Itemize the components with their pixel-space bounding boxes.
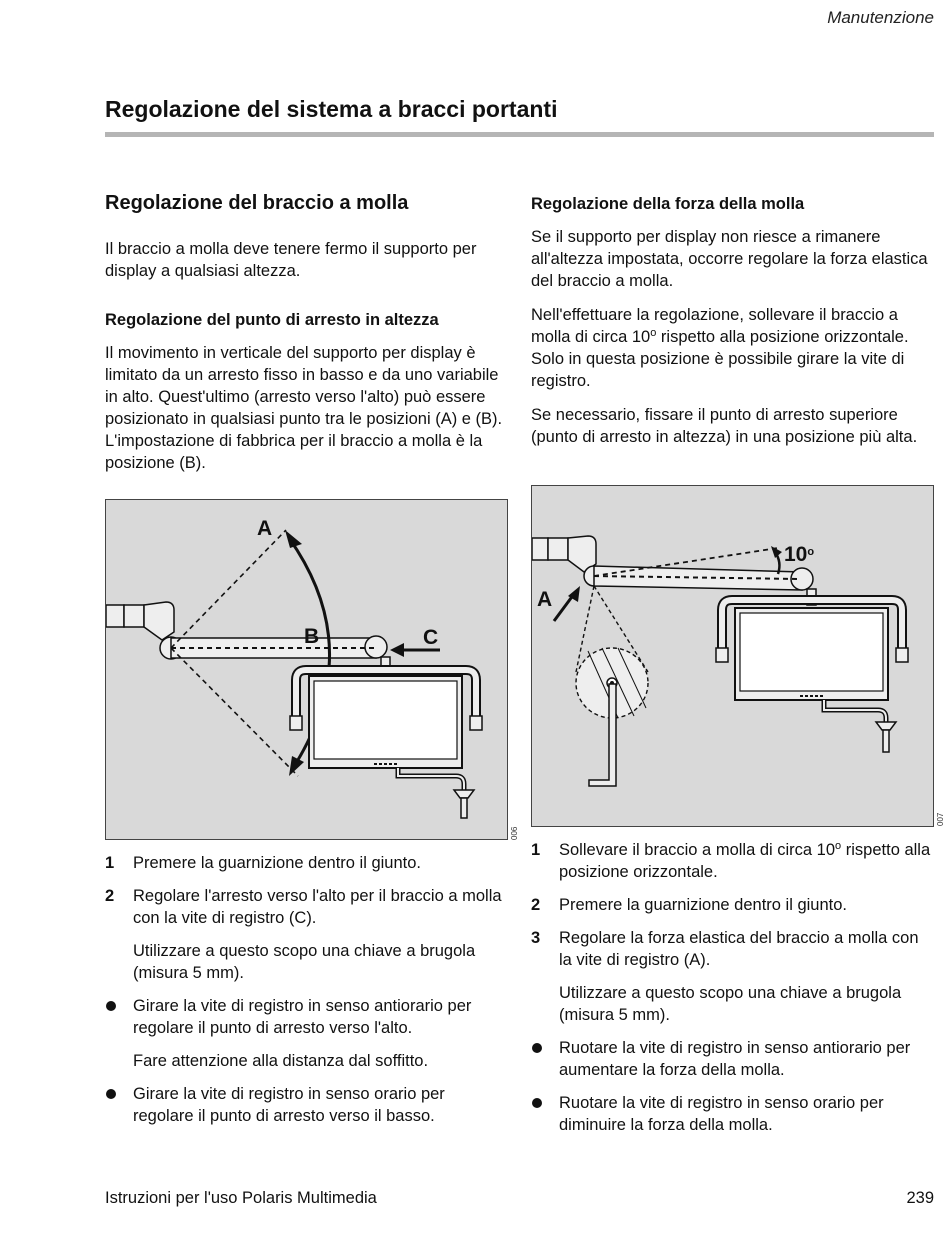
bullet-icon	[106, 1001, 116, 1011]
step-text: Girare la vite di registro in senso antiorario per regolare il punto di arresto verso l'alto.	[133, 997, 472, 1037]
right-column	[531, 193, 935, 460]
bullet-icon	[532, 1098, 542, 1108]
figure-code: 007	[936, 812, 945, 826]
list-item	[531, 982, 935, 1026]
step-number: 1	[105, 854, 115, 872]
left-body: Il movimento in verticale del supporto per display è limitato da un arresto fisso in basso e da uno variabile in alto. Quest'ultimo (arresto verso l'alto) può essere posizionato in qualsiasi punto tra le posizioni (A) e (B). L'impostazione di fabbrica per il braccio a molla è la posizione (B).	[105, 344, 503, 472]
figure-stop-point	[105, 499, 508, 840]
left-column	[105, 192, 509, 486]
step-text: Regolare l'arresto verso l'alto per il braccio a molla con la vite di registro (C).	[133, 887, 502, 927]
step-text: Girare la vite di registro in senso orario per regolare il punto di arresto verso il basso.	[133, 1085, 445, 1125]
step-number: 2	[105, 887, 115, 905]
step-text: Premere la guarnizione dentro il giunto.	[559, 896, 848, 914]
step-number: 2	[531, 896, 541, 914]
list-item	[531, 839, 935, 883]
header-section-name: Manutenzione	[827, 8, 934, 27]
figure-label-a: A	[257, 517, 273, 540]
figure-code: 006	[510, 826, 519, 840]
list-item	[105, 852, 509, 874]
figure-spring-force	[531, 485, 934, 827]
left-steps	[105, 852, 509, 1138]
right-steps	[531, 839, 935, 1147]
list-item	[105, 885, 509, 929]
right-para-3: Se necessario, fissare il punto di arresto superiore (punto di arresto in altezza) in una posizione più alta.	[531, 406, 918, 446]
step-text: Utilizzare a questo scopo una chiave a brugola (misura 5 mm).	[559, 984, 902, 1024]
left-intro: Il braccio a molla deve tenere fermo il supporto per display a qualsiasi altezza.	[105, 240, 477, 280]
step-text: Fare attenzione alla distanza dal soffitto.	[133, 1052, 429, 1070]
figure-label-c: C	[423, 626, 439, 649]
right-para-2: Nell'effettuare la regolazione, sollevare il braccio a molla di circa 10$^o$ rispetto alla posizione orizzontale. Solo in questa posizione è possibile girare la vite di registro.	[531, 306, 909, 390]
list-item	[105, 1083, 509, 1127]
list-item	[531, 927, 935, 971]
page-number: 239	[906, 1189, 934, 1207]
figure-stop-point-drawing	[106, 500, 507, 839]
right-para-1: Se il supporto per display non riesce a rimanere all'altezza impostata, occorre regolare la forza elastica del braccio a molla.	[531, 228, 928, 290]
figure-spring-force-drawing	[532, 486, 933, 826]
title-rule	[105, 132, 934, 137]
list-item	[531, 1092, 935, 1136]
right-subheading: Regolazione della forza della molla	[531, 195, 805, 213]
step-text: Sollevare il braccio a molla di circa 10$^o$ rispetto alla posizione orizzontale.	[559, 840, 931, 881]
footer-manual-title: Istruzioni per l'uso Polaris Multimedia	[105, 1189, 377, 1207]
step-text: Premere la guarnizione dentro il giunto.	[133, 854, 422, 872]
step-text: Utilizzare a questo scopo una chiave a brugola (misura 5 mm).	[133, 942, 476, 982]
step-number: 3	[531, 929, 541, 947]
step-text: Ruotare la vite di registro in senso orario per diminuire la forza della molla.	[559, 1094, 884, 1134]
step-text: Ruotare la vite di registro in senso antiorario per aumentare la forza della molla.	[559, 1039, 911, 1079]
list-item	[105, 940, 509, 984]
list-item	[531, 1037, 935, 1081]
figure-label-a: A	[537, 588, 553, 611]
step-text: Regolare la forza elastica del braccio a molla con la vite di registro (A).	[559, 929, 919, 969]
bullet-icon	[106, 1089, 116, 1099]
list-item	[531, 894, 935, 916]
list-item	[105, 1050, 509, 1072]
left-heading: Regolazione del braccio a molla	[105, 192, 409, 214]
page-title: Regolazione del sistema a bracci portanti	[105, 96, 558, 122]
bullet-icon	[532, 1043, 542, 1053]
figure-label-b: B	[304, 625, 320, 648]
step-number: 1	[531, 841, 541, 859]
left-subheading: Regolazione del punto di arresto in altezza	[105, 311, 439, 329]
list-item	[105, 995, 509, 1039]
figure-angle-label: 10$^o$	[784, 543, 815, 566]
